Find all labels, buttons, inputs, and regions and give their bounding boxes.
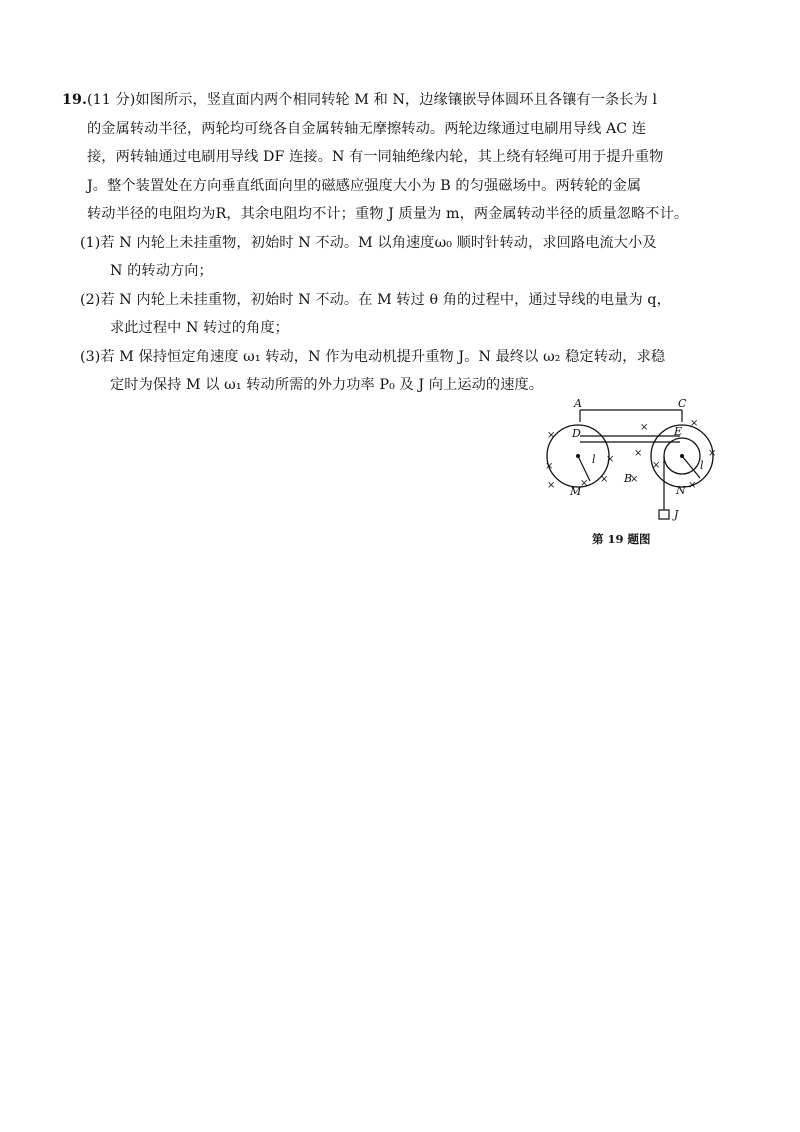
subquestion-1-line-2: N 的转动方向； xyxy=(110,263,213,279)
field-cross: × xyxy=(690,418,699,429)
field-cross: × xyxy=(652,460,661,471)
subquestion-1-line-1: (1)若 N 内轮上未挂重物，初始时 N 不动。M 以角速度ω₀ 顺时针转动，求回路电流大小及 xyxy=(80,234,657,251)
label-b: B xyxy=(624,472,633,485)
stem-line-5: 转动半径的电阻均为R，其余电阻均不计；重物 J 质量为 m，两金属转动半径的质量忽略不计。 xyxy=(87,206,689,222)
subquestion-2-line-2: 求此过程中 N 转过的角度； xyxy=(110,320,289,336)
label-j: J xyxy=(674,508,679,521)
weight-j xyxy=(659,510,669,519)
field-cross: × xyxy=(708,448,717,459)
field-cross: × xyxy=(545,461,554,472)
field-cross: × xyxy=(547,430,556,441)
field-cross: × xyxy=(606,454,615,465)
subquestion-2-line-1: (2)若 N 内轮上未挂重物，初始时 N 不动。在 M 转过 θ 角的过程中，通过导线的电量为 q， xyxy=(80,291,671,308)
field-cross: × xyxy=(640,422,649,433)
subquestion-3-line-2: 定时为保持 M 以 ω₁ 转动所需的外力功率 P₀ 及 J 向上运动的速度。 xyxy=(110,377,544,393)
field-cross: × xyxy=(688,480,697,491)
field-cross: × xyxy=(634,448,643,459)
stem-line-3: 接，两转轴通过电刷用导线 DF 连接。N 有一同轴绝缘内轮，其上绕有轻绳可用于提升重物 xyxy=(87,149,664,165)
field-cross: × xyxy=(580,478,589,489)
label-c: C xyxy=(678,397,687,410)
subquestion-3-line-1: (3)若 M 保持恒定角速度 ω₁ 转动，N 作为电动机提升重物 J。N 最终以 ω₂ 稳定转动，求稳 xyxy=(80,348,666,365)
stem-text-1: (11 分)如图所示，竖直面内两个相同转轮 M 和 N，边缘镶嵌导体圆环且各镶有一条长为 l xyxy=(86,92,658,108)
field-cross: × xyxy=(547,480,556,491)
problem-19 xyxy=(62,86,732,400)
stem-line-4: J。整个装置处在方向垂直纸面向里的磁感应强度大小为 B 的匀强磁场中。两转轮的金属 xyxy=(87,177,642,194)
field-cross: × xyxy=(600,474,609,485)
figure-caption: 第 19 题图 xyxy=(592,532,651,546)
label-a: A xyxy=(574,397,582,410)
label-m: M xyxy=(570,485,582,498)
label-d: D xyxy=(572,427,581,440)
label-e: E xyxy=(674,425,683,438)
label-n: N xyxy=(676,484,686,497)
stem-line-2: 的金属转动半径，两轮均可绕各自金属转轴无摩擦转动。两轮边缘通过电刷用导线 AC 连 xyxy=(87,120,647,137)
wheel-n-radius xyxy=(682,456,700,478)
stem-line-1 xyxy=(62,86,732,115)
problem-number: 19. xyxy=(62,92,87,108)
apparatus-diagram xyxy=(540,396,720,526)
label-l-m: l xyxy=(592,453,596,466)
field-cross: × xyxy=(630,474,639,485)
figure-19 xyxy=(540,396,720,548)
label-l-n: l xyxy=(700,459,704,472)
